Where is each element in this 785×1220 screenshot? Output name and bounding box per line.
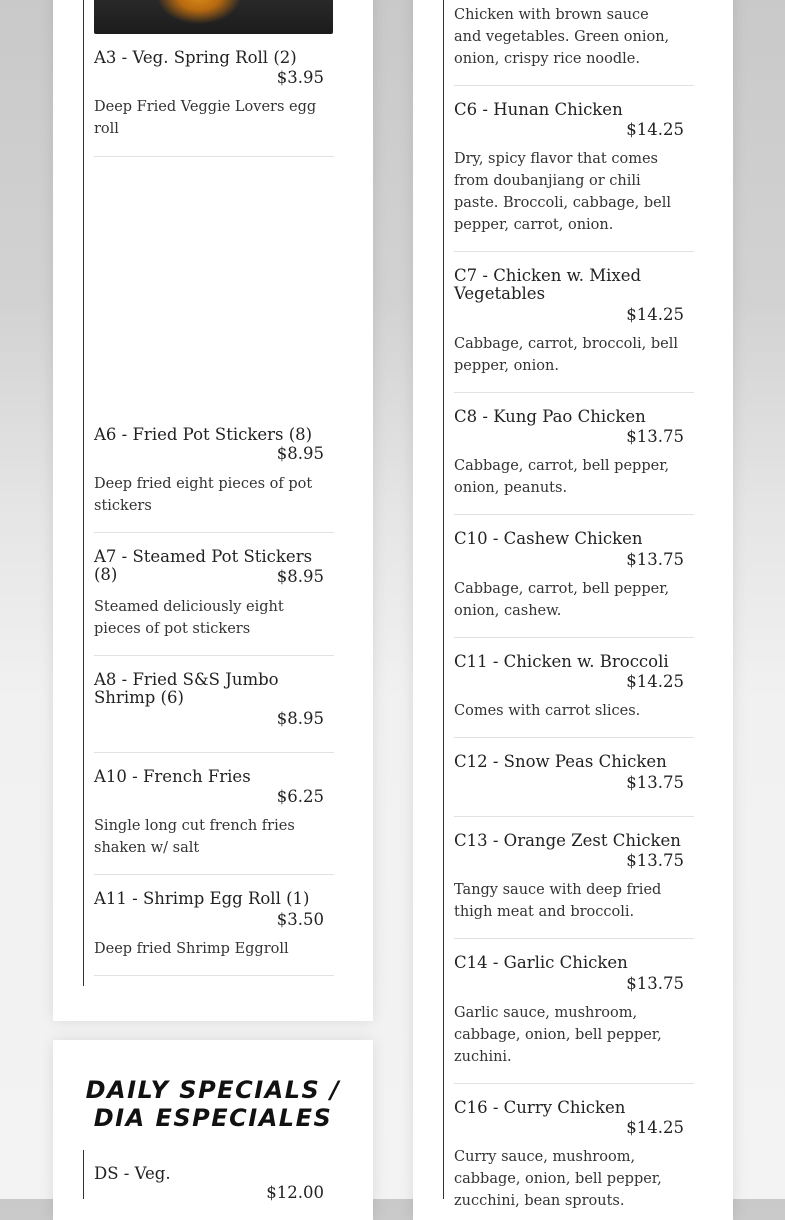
item-name: A10 - French Fries (94, 767, 251, 786)
item-description: Deep fried eight pieces of pot stickers (94, 476, 313, 514)
menu-item-a11[interactable] (94, 890, 334, 976)
item-separator (94, 752, 334, 753)
item-description: Single long cut french fries shaken w/ salt (94, 818, 295, 856)
item-separator (454, 816, 694, 817)
item-description: Steamed deliciously eight pieces of pot stickers (94, 599, 284, 637)
menu-item-ds-veg[interactable] (94, 1165, 334, 1205)
item-separator (454, 1083, 694, 1084)
item-description: Garlic sauce, mushroom, cabbage, onion, bell pepper, zuchini. (454, 1005, 662, 1065)
item-separator (454, 637, 694, 638)
item-name: A8 - Fried S&S Jumbo Shrimp (6) (94, 670, 279, 707)
item-name: C10 - Cashew Chicken (454, 529, 643, 548)
menu-item-c8[interactable] (454, 408, 694, 515)
item-separator (94, 975, 334, 976)
item-description: Tangy sauce with deep fried thigh meat and broccoli. (454, 882, 662, 920)
item-separator (454, 514, 694, 515)
appetizers-divider-line (83, 0, 84, 986)
item-name: C14 - Garlic Chicken (454, 953, 628, 972)
item-price: $3.50 (276, 910, 324, 929)
item-price: $13.75 (626, 974, 684, 993)
menu-item-a6[interactable] (94, 426, 334, 533)
item-description: Cabbage, carrot, broccoli, bell pepper, onion. (454, 336, 678, 374)
item-separator (454, 938, 694, 939)
menu-item-a7[interactable] (94, 548, 334, 656)
item-name: C6 - Hunan Chicken (454, 100, 623, 119)
item-price: $14.25 (626, 1118, 684, 1137)
item-name: A7 - Steamed Pot Stickers (8) (94, 547, 313, 584)
item-price: $14.25 (626, 672, 684, 691)
item-price: $8.95 (276, 444, 324, 463)
menu-item-a10[interactable] (94, 768, 334, 875)
item-description: Comes with carrot slices. (454, 703, 641, 719)
item-separator (94, 156, 334, 157)
item-name: DS - Veg. (94, 1164, 171, 1183)
item-name: C11 - Chicken w. Broccoli (454, 652, 669, 671)
item-name: A3 - Veg. Spring Roll (2) (94, 48, 297, 67)
item-separator (94, 655, 334, 656)
spring-roll-photo (94, 0, 333, 34)
menu-item-c11[interactable] (454, 653, 694, 738)
menu-item-c10[interactable] (454, 530, 694, 638)
item-price: $13.75 (626, 773, 684, 792)
menu-item-c14[interactable] (454, 954, 694, 1084)
item-price: $14.25 (626, 120, 684, 139)
item-price: $13.75 (626, 851, 684, 870)
item-separator (94, 532, 334, 533)
item-price: $3.95 (276, 68, 324, 87)
item-separator (454, 392, 694, 393)
menu-item-a3[interactable] (94, 49, 334, 157)
item-price: $12.00 (266, 1183, 324, 1202)
item-price: $8.95 (276, 709, 324, 728)
item-separator (454, 737, 694, 738)
item-name: A6 - Fried Pot Stickers (8) (94, 425, 313, 444)
menu-item-c7[interactable] (454, 267, 694, 393)
item-separator (454, 85, 694, 86)
item-price: $13.75 (626, 550, 684, 569)
menu-item-c12[interactable] (454, 753, 694, 817)
item-name: C8 - Kung Pao Chicken (454, 407, 646, 426)
menu-item-c13[interactable] (454, 832, 694, 939)
item-price: $13.75 (626, 427, 684, 446)
item-separator (454, 251, 694, 252)
item-description: Chicken with brown sauce and vegetables. Green onion, onion, crispy rice noodle. (454, 7, 670, 67)
item-name: C13 - Orange Zest Chicken (454, 831, 681, 850)
item-description: Deep Fried Veggie Lovers egg roll (94, 99, 317, 137)
menu-item-chicken-top[interactable] (454, 4, 694, 86)
menu-item-c16[interactable] (454, 1098, 694, 1209)
item-description: Deep fried Shrimp Eggroll (94, 941, 289, 957)
specials-section-title: DAILY SPECIALS / DIA ESPECIALES (85, 1076, 341, 1132)
item-description: Cabbage, carrot, bell pepper, onion, cashew. (454, 581, 670, 619)
specials-divider-line (83, 1150, 84, 1199)
item-name: C7 - Chicken w. Mixed Vegetables (454, 266, 642, 303)
item-price: $6.25 (276, 787, 324, 806)
item-name: A11 - Shrimp Egg Roll (1) (94, 889, 310, 908)
chicken-divider-line (443, 0, 444, 1199)
menu-item-c6[interactable] (454, 101, 694, 252)
item-name: C12 - Snow Peas Chicken (454, 752, 667, 771)
menu-item-a8[interactable] (94, 671, 334, 753)
item-separator (94, 874, 334, 875)
item-description: Dry, spicy flavor that comes from doubanjiang or chili paste. Broccoli, cabbage, bell pepper, carrot, onion. (454, 151, 671, 233)
item-price: $8.95 (276, 567, 324, 586)
item-description: Cabbage, carrot, bell pepper, onion, peanuts. (454, 458, 670, 496)
item-name: C16 - Curry Chicken (454, 1098, 626, 1117)
item-price: $14.25 (626, 305, 684, 324)
item-description: Curry sauce, mushroom, cabbage, onion, bell pepper, zucchini, bean sprouts. (454, 1149, 662, 1209)
